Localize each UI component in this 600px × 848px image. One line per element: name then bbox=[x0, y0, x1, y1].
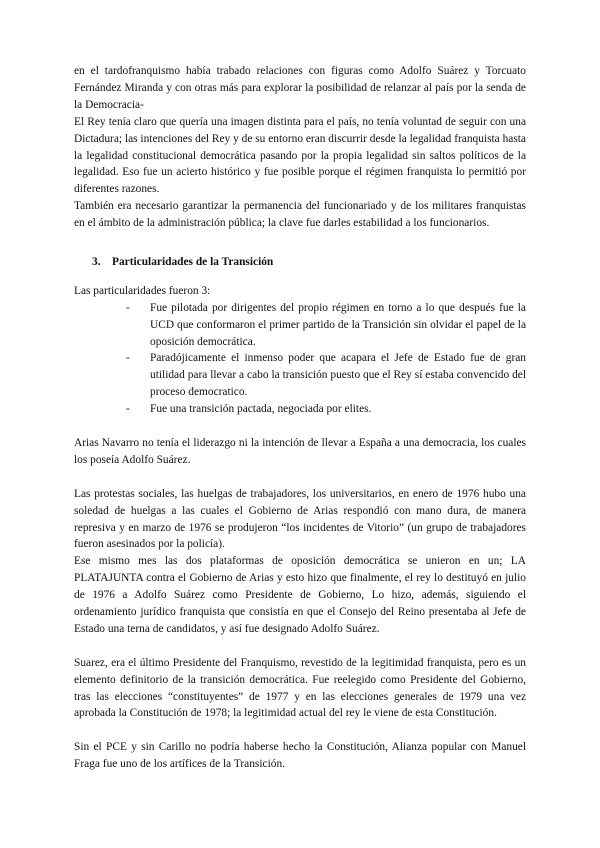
particularidades-list bbox=[74, 300, 526, 418]
paragraph-funcionariado: También era necesario garantizar la permanencia del funcionariado y de los militares franquistas en el ámbito de la administración pública; la clave fue darles estabilidad a los funcionarios. bbox=[74, 200, 526, 230]
paragraph-arias-navarro: Arias Navarro no tenía el liderazgo ni la intención de llevar a España a una democracia, los cuales los poseía Adolfo Suárez. bbox=[74, 437, 526, 466]
list-item bbox=[126, 401, 526, 418]
section-number: 3. bbox=[92, 255, 101, 268]
spacer bbox=[74, 232, 526, 249]
bullet-dash: - bbox=[126, 301, 130, 314]
spacer bbox=[74, 418, 526, 435]
spacer bbox=[74, 722, 526, 739]
list-item bbox=[126, 300, 526, 351]
spacer bbox=[74, 638, 526, 655]
list-item bbox=[126, 350, 526, 401]
bullet-dash: - bbox=[126, 352, 130, 365]
page-content bbox=[74, 63, 526, 773]
paragraph-pce: Sin el PCE y sin Carillo no podría haberse hecho la Constitución, Alianza popular con Manuel Fraga fue uno de los artífices de la Transición. bbox=[74, 741, 526, 771]
paragraph-platajunta: Ese mismo mes las dos plataformas de oposición democrática se unieron en un; LA PLATAJUNTA contra el Gobierno de Arias y esto hizo que finalmente, el rey lo destituyó en julio de 1976 a Adolfo Suárez como Presidente de Gobierno, Lo hizo, además, siguiendo el ordenamiento jurídico franquista que consistía en que el Consejo del Reino presentaba al Jefe de Estado una terna de candidatos, y así fue designado Adolfo Suárez. bbox=[74, 555, 526, 635]
paragraph-intro-continuation: en el tardofranquismo había trabado relaciones con figuras como Adolfo Suárez y Torcuato Fernández Miranda y con otras más para explorar la posibilidad de relanzar al país por la senda de la Democracia- bbox=[74, 65, 526, 111]
list-item-text: Fue una transición pactada, negociada por elites. bbox=[150, 403, 372, 416]
list-item-text: Paradójicamente el inmenso poder que acapara el Jefe de Estado fue de gran utilidad para llevar a cabo la transición puesto que el Rey sí estaba convencido del proceso democratico. bbox=[150, 352, 526, 399]
section-title: Particularidades de la Transición bbox=[112, 255, 274, 268]
bullet-dash: - bbox=[126, 403, 130, 416]
list-intro: Las particularidades fueron 3: bbox=[74, 284, 211, 297]
paragraph-protestas: Las protestas sociales, las huelgas de trabajadores, los universitarios, en enero de 1976 hubo una soledad de huelgas a las cuales el Gobierno de Arias respondió con mano dura, de manera represiva y en marzo de 1976 se produjeron “los incidentes de Vitorio” (un grupo de trabajadores fueron asesinados por la policía). bbox=[74, 487, 526, 551]
section-heading bbox=[92, 254, 526, 271]
list-item-text: Fue pilotada por dirigentes del propio régimen en torno a lo que después fue la UCD que conformaron el primer partido de la Transición sin olvidar el papel de la oposición democrática. bbox=[150, 301, 526, 348]
paragraph-suarez: Suarez, era el último Presidente del Franquismo, revestido de la legitimidad franquista, pero es un elemento definitorio de la transición democrática. Fue reelegido como Presidente del Gobierno, tras las elecciones “constituyentes” de 1977 y en las elecciones generales de 1979 una vez aprobada la Constitución de 1978; la legitimidad actual del rey le viene de esta Constitución. bbox=[74, 656, 526, 720]
paragraph-rey-intenciones: El Rey tenía claro que quería una imagen distinta para el país, no tenía voluntad de seguir con una Dictadura; las intenciones del Rey y de su entorno eran discurrir desde la legalidad franquista hasta la legalidad constitucional democrática pasando por la propia legalidad sin saltos políticos de la legalidad. Eso fue un acierto histórico y fue posible porque el régimen franquista lo permitió por diferentes razones. bbox=[74, 115, 526, 196]
spacer bbox=[74, 469, 526, 486]
